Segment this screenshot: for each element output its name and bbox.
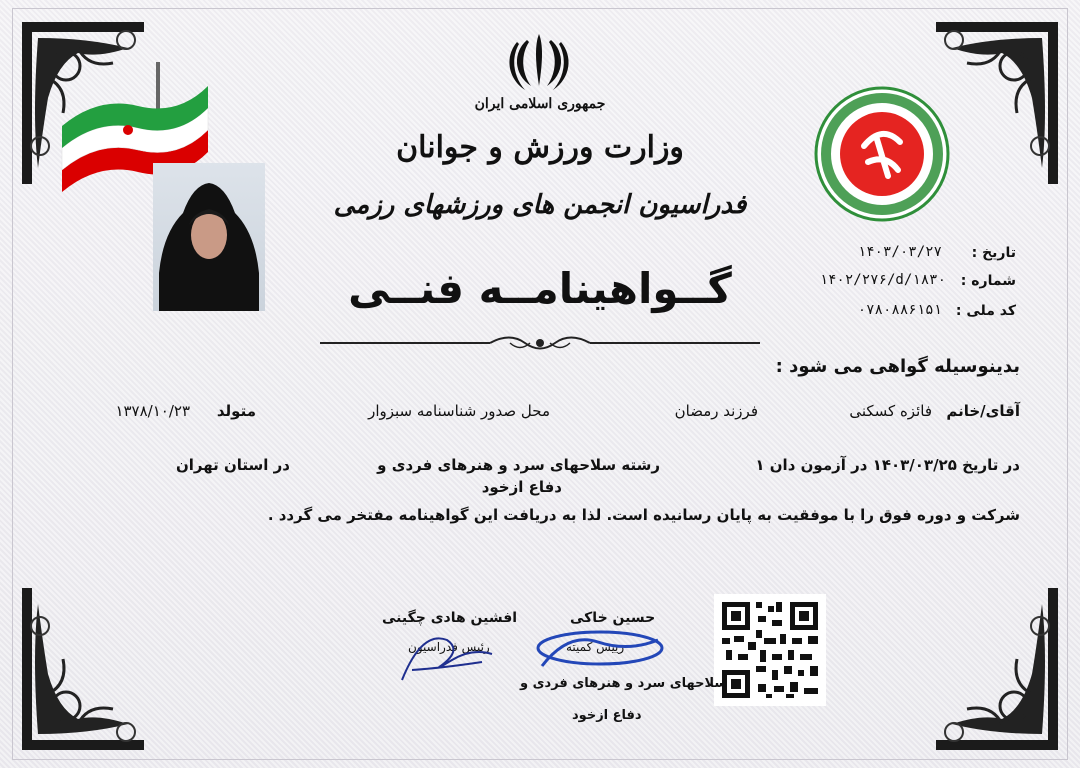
- iran-emblem-icon: [505, 30, 573, 94]
- president-name: افشین هادی چگینی: [382, 610, 518, 626]
- name-label: آقای/خانم: [946, 402, 1020, 420]
- birth-label: متولد: [216, 402, 256, 420]
- exam-date-line: در تاریخ ۱۴۰۳/۰۳/۲۵ در آزمون دان ۱: [755, 456, 1020, 474]
- federation-seal-icon: [808, 84, 956, 224]
- qr-code-icon: [714, 594, 826, 706]
- number-value: ۱۴۰۲/۲۷۶/d/۱۸۳۰: [819, 272, 946, 288]
- father-name: فرزند رمضان: [674, 402, 758, 420]
- date-label: تاریخ :: [971, 245, 1016, 261]
- date-value: ۱۴۰۳/۰۳/۲۷: [857, 244, 942, 260]
- republic-heading: جمهوری اسلامی ایران: [474, 96, 606, 112]
- discipline-line: رشته سلاحهای سرد و هنرهای فردی و: [377, 456, 660, 474]
- committee-sub-1: سلاحهای سرد و هنرهای فردی و: [520, 676, 728, 691]
- number-label: شماره :: [960, 273, 1016, 289]
- province-line: در استان تهران: [175, 456, 290, 474]
- corner-ornament-icon: [18, 584, 148, 754]
- certificate-title: گــواهینامــه فنــی: [348, 264, 732, 313]
- intro-text: بدینوسیله گواهی می شود :: [775, 356, 1020, 377]
- completion-statement: شرکت و دوره فوق را با موفقیت به پایان رسانیده است. لذا به دریافت این گواهینامه مفتخر می گردد .: [267, 506, 1020, 524]
- ornamental-divider-icon: [320, 332, 760, 354]
- birth-date: ۱۳۷۸/۱۰/۲۳: [115, 402, 190, 420]
- person-name: فائزه کسکنی: [849, 402, 932, 420]
- committee-sub-2: دفاع ازخود: [572, 708, 642, 723]
- president-title: رئیس فدراسیون: [408, 640, 490, 654]
- committee-head-title: رییس کمیته: [566, 640, 625, 654]
- national-id-label: کد ملی :: [955, 303, 1016, 319]
- committee-head-name: حسین خاکی: [570, 610, 656, 626]
- federation-heading: فدراسیون انجمن های ورزشهای رزمی: [333, 190, 747, 220]
- corner-ornament-icon: [932, 584, 1062, 754]
- birthplace: محل صدور شناسنامه سبزوار: [368, 402, 550, 420]
- committee-head-signature-icon: [528, 622, 668, 674]
- national-id-value: ۰۷۸۰۸۸۶۱۵۱: [857, 302, 942, 318]
- ministry-heading: وزارت ورزش و جوانان: [396, 130, 684, 165]
- discipline-line-2: دفاع ازخود: [481, 478, 562, 496]
- president-signature-icon: [392, 610, 502, 690]
